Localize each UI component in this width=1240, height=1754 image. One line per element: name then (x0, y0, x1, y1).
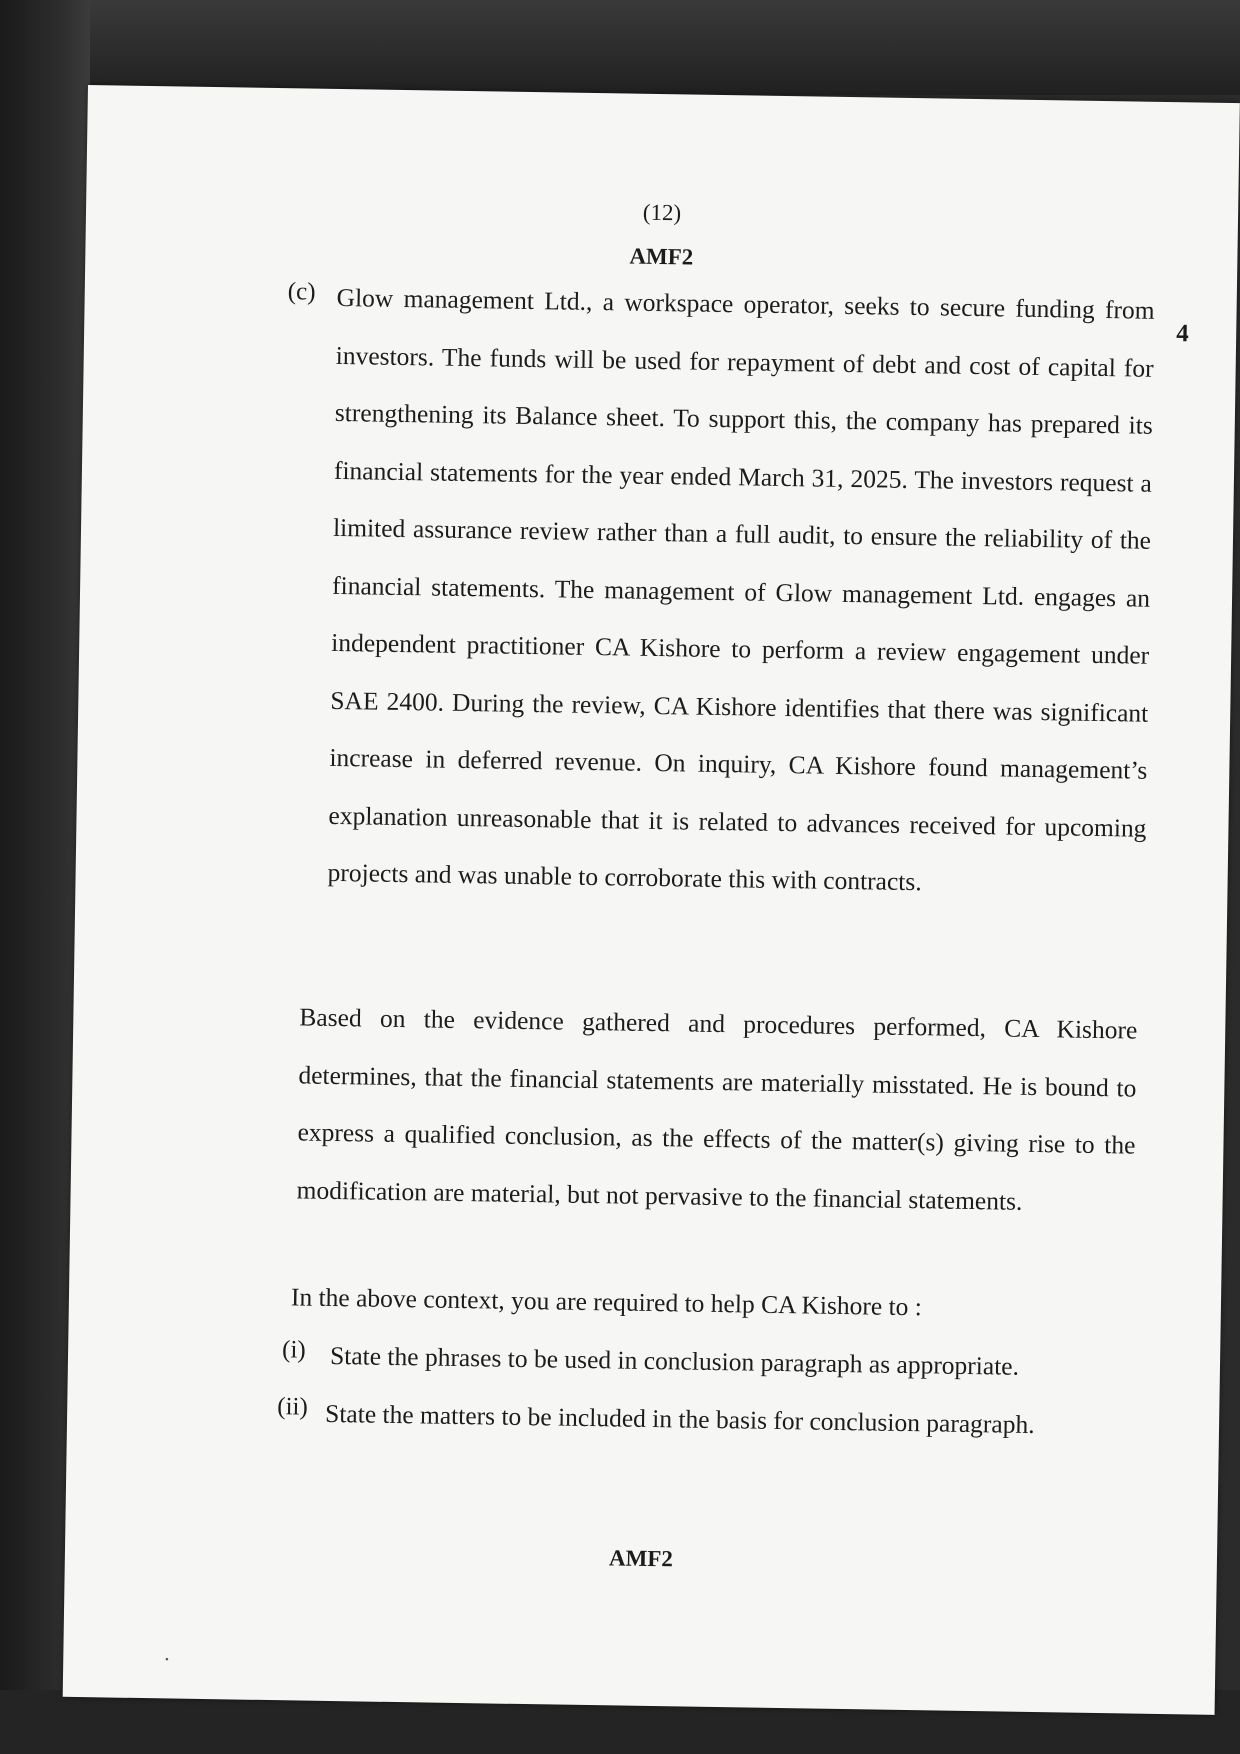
sub-question-label: (i) (281, 1336, 306, 1364)
page-number: (12) (642, 199, 682, 226)
sub-question-text: State the phrases to be used in conclusion paragraph as appropriate. (329, 1340, 1020, 1381)
conclusion-paragraph: Based on the evidence gathered and procedures performed, CA Kishore determines, that the financial statements are materially misstated. He is bound to express a qualified conclusion, as the effects of the matter(s) giving rise to the modification are material, but not pervasive to the financial statements. (296, 1002, 1138, 1216)
question-part-label: (c) (287, 278, 316, 306)
sub-question-label: (ii) (277, 1393, 309, 1421)
paper-code-footer: AMF2 (608, 1545, 674, 1572)
question-marks: 4 (1176, 320, 1189, 348)
paper-code-header: AMF2 (629, 243, 694, 270)
scan-border-top (0, 0, 1240, 95)
case-paragraph: Glow management Ltd., a workspace operator, seeks to secure funding from investors. The funds will be used for repayment of debt and cost of capital for strengthening its Balance sheet. To support this, the company has prepared its financial statements for the year ended March 31, 2025. The investors request a limited assurance review rather than a full audit, to ensure the reliability of the financial statements. The management of Glow management Ltd. engages an independent practitioner CA Kishore to perform a review engagement under SAE 2400. During the review, CA Kishore identifies that there was significant increase in deferred revenue. On inquiry, CA Kishore found management’s explanation unreasonable that it is related to advances received for upcoming projects and was unable to corroborate this with contracts. (327, 282, 1155, 897)
exam-page (63, 85, 1240, 1715)
requirement-intro: In the above context, you are required to help CA Kishore to : (290, 1282, 923, 1322)
sub-question-text: State the matters to be included in the basis for conclusion paragraph. (324, 1398, 1035, 1440)
scan-speck: · (163, 1646, 171, 1672)
